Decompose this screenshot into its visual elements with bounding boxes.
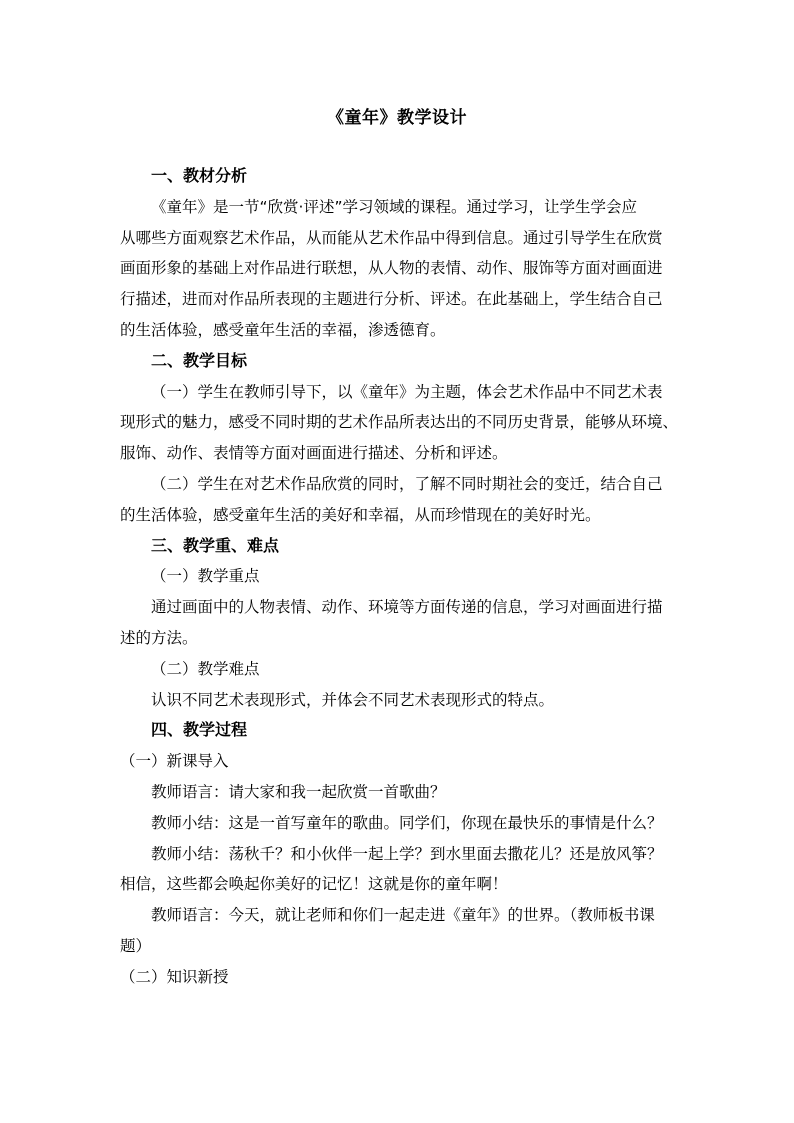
paragraph-line: 教师小结：这是一首写童年的歌曲。同学们，你现在最快乐的事情是什么？ xyxy=(151,813,663,832)
paragraph-line: （二）教学难点 xyxy=(151,659,260,678)
section-heading: 四、教学过程 xyxy=(151,720,248,740)
paragraph-line: 的生活体验，感受童年生活的美好和幸福，从而珍惜现在的美好时光。 xyxy=(120,505,601,524)
paragraph-line: 教师语言：今天，就让老师和你们一起走进《童年》的世界。（教师板书课 xyxy=(151,906,655,925)
paragraph-line: 从哪些方面观察艺术作品，从而能从艺术作品中得到信息。通过引导学生在欣赏 xyxy=(120,228,663,247)
paragraph-line: （一）教学重点 xyxy=(151,567,260,586)
section-heading: 三、教学重、难点 xyxy=(151,535,280,555)
paragraph-line: 服饰、动作、表情等方面对画面进行描述、分析和评述。 xyxy=(120,444,508,463)
paragraph-line: 行描述，进而对作品所表现的主题进行分析、评述。在此基础上，学生结合自己 xyxy=(120,290,663,309)
paragraph-line: 相信，这些都会唤起你美好的记忆！这就是你的童年啊！ xyxy=(120,875,508,894)
paragraph-line: 画面形象的基础上对作品进行联想，从人物的表情、动作、服饰等方面对画面进 xyxy=(120,259,663,278)
paragraph-line: 的生活体验，感受童年生活的幸福，渗透德育。 xyxy=(120,321,446,339)
paragraph-line: 现形式的魅力，感受不同时期的艺术作品所表达出的不同历史背景，能够从环境、 xyxy=(120,413,679,432)
section-heading: 二、教学目标 xyxy=(151,350,248,370)
section-heading: 一、教材分析 xyxy=(151,166,248,185)
paragraph-line: 《童年》是一节“欣赏·评述”学习领域的课程。通过学习，让学生学会应 xyxy=(151,197,637,216)
paragraph-line: 教师语言：请大家和我一起欣赏一首歌曲？ xyxy=(151,783,446,801)
paragraph-line: 通过画面中的人物表情、动作、环境等方面传递的信息，学习对画面进行描 xyxy=(151,598,663,617)
paragraph-line: （一）新课导入 xyxy=(120,752,229,771)
paragraph-line: （一）学生在教师引导下，以《童年》为主题，体会艺术作品中不同艺术表 xyxy=(151,382,663,401)
paragraph-line: 题） xyxy=(120,937,152,955)
paragraph-line: 教师小结：荡秋千？和小伙伴一起上学？到水里面去撒花儿？还是放风筝？ xyxy=(151,844,663,863)
paragraph-line: （二）学生在对艺术作品欣赏的同时，了解不同时期社会的变迁，结合自己 xyxy=(151,475,663,493)
paragraph-line: 认识不同艺术表现形式，并体会不同艺术表现形式的特点。 xyxy=(151,690,555,709)
document-title: 《童年》教学设计 xyxy=(327,108,467,128)
paragraph-line: （二）知识新授 xyxy=(120,967,229,986)
paragraph-line: 述的方法。 xyxy=(120,629,198,647)
